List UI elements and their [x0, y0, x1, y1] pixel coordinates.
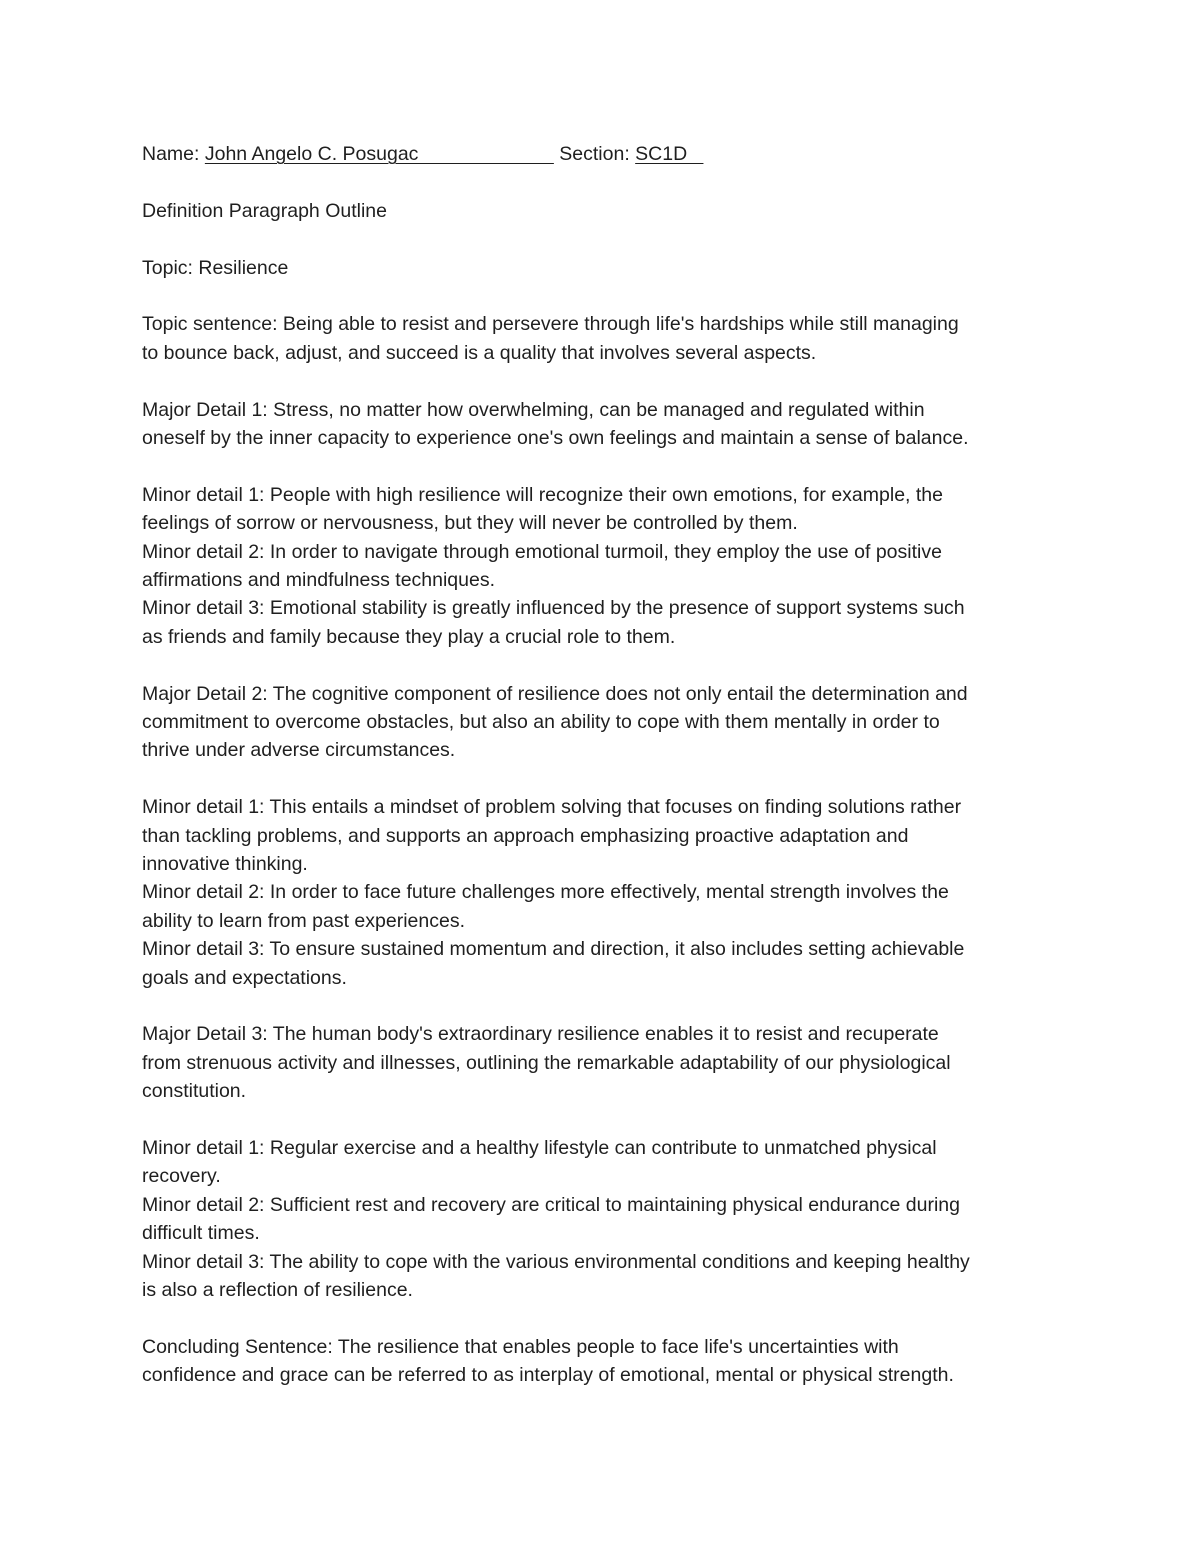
text-line: goals and expectations.: [142, 966, 347, 989]
text-line: Minor detail 3: The ability to cope with the various environmental conditions and keeping healthy: [142, 1250, 970, 1273]
major-detail-1: [142, 396, 1072, 453]
student-name: John Angelo C. Posugac: [204, 143, 554, 165]
minor-detail-3-2: [142, 1191, 1072, 1248]
text-line: is also a reflection of resilience.: [142, 1279, 413, 1302]
minor-detail-3-3: [142, 1248, 1072, 1305]
text-line: Minor detail 3: Emotional stability is greatly influenced by the presence of support systems such: [142, 597, 965, 620]
text-line: innovative thinking.: [142, 853, 308, 876]
text-line: Topic sentence: Being able to resist and persevere through life's hardships while still managing: [142, 313, 959, 336]
text-line: Concluding Sentence: The resilience that enables people to face life's uncertainties with: [142, 1335, 899, 1358]
topic-sentence: [142, 310, 1072, 367]
text-line: recovery.: [142, 1165, 221, 1188]
name-label: Name:: [142, 143, 205, 165]
text-line: Major Detail 2: The cognitive component of resilience does not only entail the determination and: [142, 682, 968, 705]
document-title: Definition Paragraph Outline: [142, 199, 387, 222]
text-line: Minor detail 2: In order to face future challenges more effectively, mental strength involves the: [142, 881, 949, 904]
text-line: confidence and grace can be referred to as interplay of emotional, mental or physical strength.: [142, 1364, 954, 1387]
text-line: feelings of sorrow or nervousness, but they will never be controlled by them.: [142, 512, 798, 535]
text-line: oneself by the inner capacity to experience one's own feelings and maintain a sense of balance.: [142, 427, 969, 449]
minor-detail-2-3: [142, 935, 1072, 992]
minor-detail-1-2: [142, 538, 1072, 595]
minor-detail-2-2: [142, 878, 1072, 935]
text-line: Major Detail 1: Stress, no matter how overwhelming, can be managed and regulated within: [142, 398, 925, 421]
text-line: Major Detail 3: The human body's extraordinary resilience enables it to resist and recuperate: [142, 1023, 939, 1046]
concluding-sentence: [142, 1333, 1072, 1390]
text-line: Minor detail 1: People with high resilience will recognize their own emotions, for example, the: [142, 483, 943, 506]
text-line: Minor detail 2: In order to navigate through emotional turmoil, they employ the use of positive: [142, 540, 942, 563]
text-line: difficult times.: [142, 1222, 260, 1245]
major-detail-3: [142, 1020, 1072, 1105]
text-line: than tackling problems, and supports an approach emphasizing proactive adaptation and: [142, 824, 909, 847]
text-line: affirmations and mindfulness techniques.: [142, 569, 496, 592]
section-value: SC1D: [635, 143, 704, 165]
text-line: commitment to overcome obstacles, but also an ability to cope with them mentally in order to: [142, 711, 940, 734]
major-detail-2: [142, 680, 1072, 765]
text-line: ability to learn from past experiences.: [142, 909, 465, 932]
text-line: as friends and family because they play a crucial role to them.: [142, 625, 676, 648]
text-line: from strenuous activity and illnesses, outlining the remarkable adaptability of our physiological: [142, 1051, 951, 1074]
name-section-header: [142, 140, 1072, 168]
minor-detail-3-1: [142, 1134, 1072, 1191]
text-line: constitution.: [142, 1080, 247, 1103]
text-line: thrive under adverse circumstances.: [142, 739, 456, 762]
topic: Topic: Resilience: [142, 256, 289, 279]
text-line: Minor detail 1: Regular exercise and a healthy lifestyle can contribute to unmatched physical: [142, 1137, 937, 1160]
text-line: Minor detail 1: This entails a mindset of problem solving that focuses on finding solutions rather: [142, 796, 962, 819]
text-line: Minor detail 3: To ensure sustained momentum and direction, it also includes setting achievable: [142, 938, 965, 961]
document-body: [142, 140, 1072, 1390]
text-line: to bounce back, adjust, and succeed is a quality that involves several aspects.: [142, 341, 817, 364]
text-line: Minor detail 2: Sufficient rest and recovery are critical to maintaining physical endurance during: [142, 1193, 960, 1216]
minor-detail-1-3: [142, 594, 1072, 651]
minor-detail-2-1: [142, 793, 1072, 878]
section-label: Section:: [553, 143, 636, 165]
minor-detail-1-1: [142, 481, 1072, 538]
